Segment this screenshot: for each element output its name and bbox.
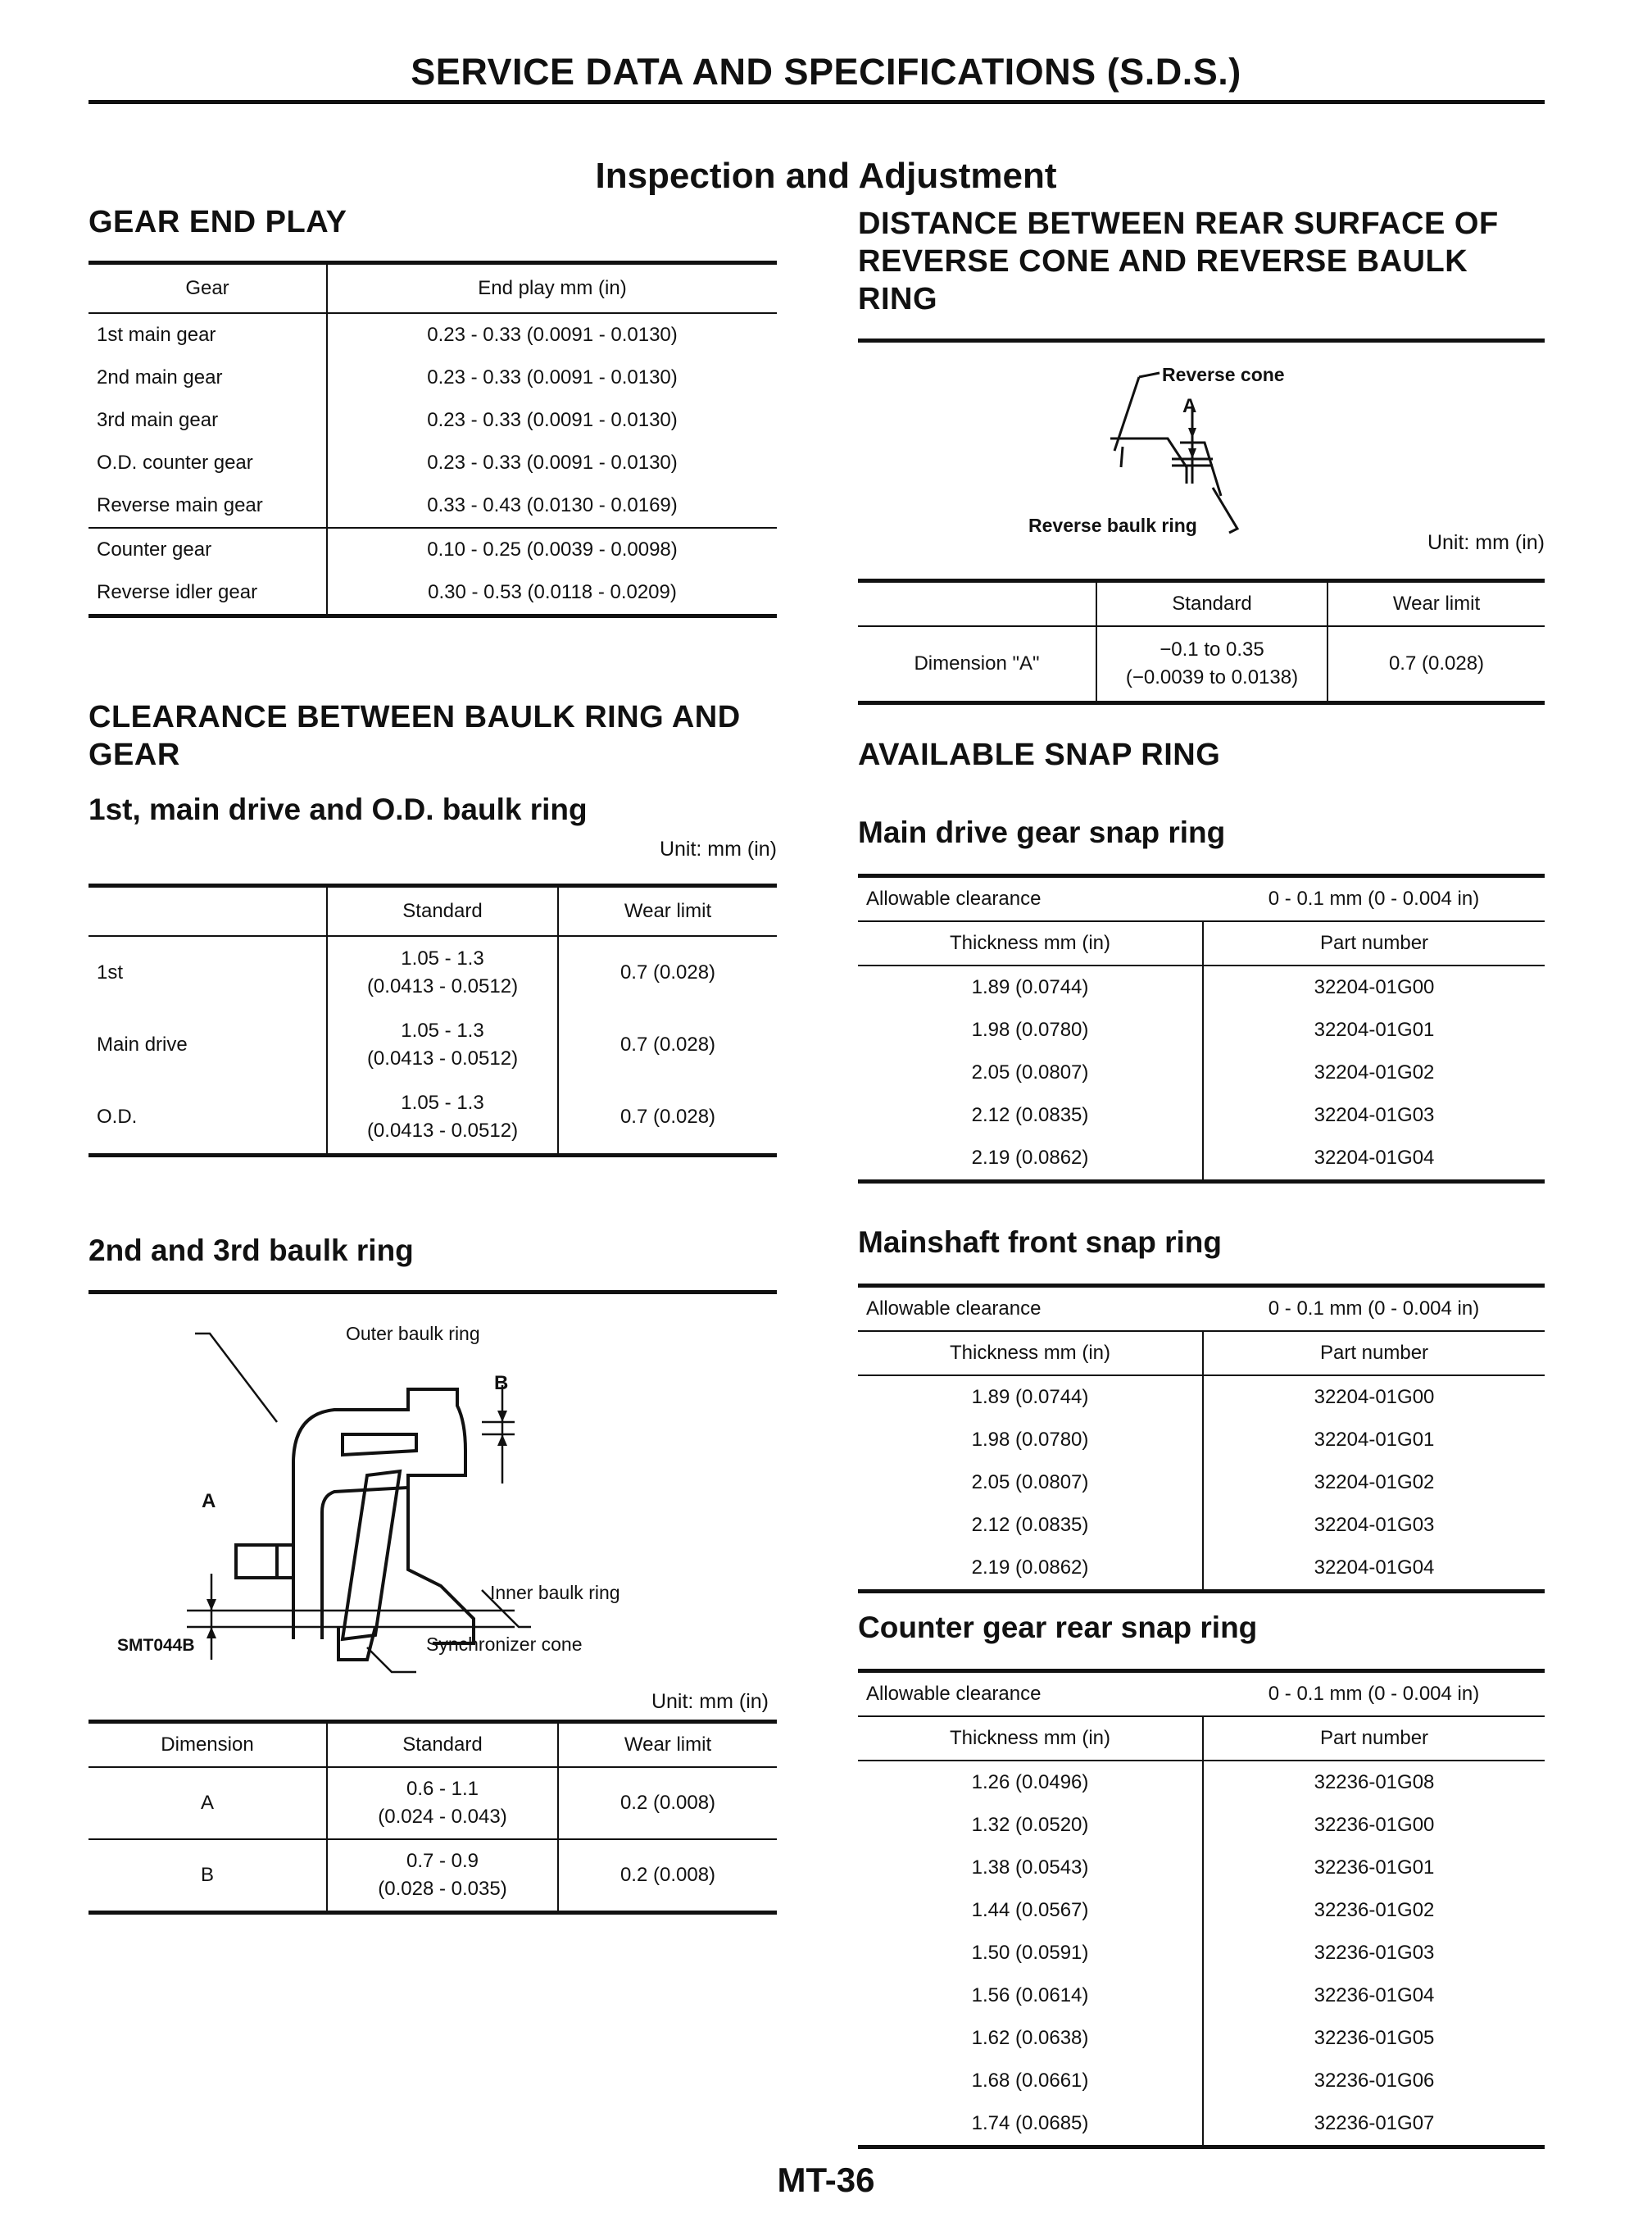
table-row xyxy=(88,571,777,616)
thickness-value: 1.32 (0.0520) xyxy=(971,1814,1089,1836)
gear-name: Reverse idler gear xyxy=(97,581,258,603)
clearance-value: 0 - 0.1 mm (0 - 0.004 in) xyxy=(1268,1683,1480,1705)
table-row xyxy=(858,1052,1545,1094)
thickness-value: 1.56 (0.0614) xyxy=(971,1984,1089,2006)
hub-shape xyxy=(408,1488,474,1643)
part-number-value: 32204-01G04 xyxy=(1203,1547,1545,1592)
gear-end-play-table xyxy=(88,261,777,618)
end-play-value: 0.23 - 0.33 (0.0091 - 0.0130) xyxy=(327,313,777,357)
arrow-b-head xyxy=(497,1411,507,1422)
clearance-label: Allowable clearance xyxy=(866,888,1042,910)
part-number-value: 32204-01G02 xyxy=(1203,1461,1545,1504)
clearance-value: 0 - 0.1 mm (0 - 0.004 in) xyxy=(1268,888,1480,910)
wear-limit-value: 0.7 (0.028) xyxy=(1328,626,1545,703)
baulk-ring-1st-table xyxy=(88,884,777,1157)
table-row xyxy=(88,484,777,528)
unit-note: Unit: mm (in) xyxy=(651,1690,769,1713)
arrow-a-head xyxy=(1188,428,1196,438)
arrow-a-head xyxy=(1188,448,1196,459)
table-row xyxy=(88,313,777,357)
counter-gear-snap-ring-heading: Counter gear rear snap ring xyxy=(858,1611,1258,1644)
clearance-row xyxy=(858,876,1545,922)
col-standard: Standard xyxy=(327,1722,558,1768)
part-number-value: 32236-01G03 xyxy=(1203,1932,1545,1974)
part-number-value: 32204-01G04 xyxy=(1203,1137,1545,1182)
clearance-row xyxy=(858,1286,1545,1332)
table-row xyxy=(858,1504,1545,1547)
standard-mm: 0.6 - 1.1 xyxy=(406,1778,479,1800)
leader-outer xyxy=(195,1334,277,1422)
table-row xyxy=(858,1974,1545,2017)
standard-in: (0.0413 - 0.0512) xyxy=(366,975,519,997)
row-label: O.D. xyxy=(97,1106,138,1128)
part-number-value: 32204-01G02 xyxy=(1203,1052,1545,1094)
table-row xyxy=(858,1375,1545,1419)
standard-in: (0.024 - 0.043) xyxy=(378,1806,507,1828)
col-thickness: Thickness mm (in) xyxy=(949,1727,1111,1749)
standard-value xyxy=(327,936,558,1009)
end-play-value: 0.23 - 0.33 (0.0091 - 0.0130) xyxy=(327,399,777,442)
mainshaft-front-snap-ring-table xyxy=(858,1284,1545,1593)
standard-in: (0.0413 - 0.0512) xyxy=(366,1047,519,1070)
standard-value xyxy=(327,1767,558,1839)
part-number-value: 32236-01G01 xyxy=(1203,1847,1545,1889)
thickness-value: 1.44 (0.0567) xyxy=(971,1899,1089,1921)
part-number-value: 32236-01G05 xyxy=(1203,2017,1545,2060)
arrow-b-head xyxy=(497,1434,507,1446)
table-row xyxy=(88,1009,777,1081)
gear-name: O.D. counter gear xyxy=(97,452,253,474)
col-end-play: End play mm (in) xyxy=(327,263,777,314)
part-number-value: 32236-01G02 xyxy=(1203,1889,1545,1932)
end-play-value: 0.33 - 0.43 (0.0130 - 0.0169) xyxy=(327,484,777,528)
hub-link-shape xyxy=(277,1545,293,1578)
row-label: A xyxy=(200,1792,214,1814)
thickness-value: 1.98 (0.0780) xyxy=(971,1019,1089,1041)
baulk-ring-2nd-3rd-heading: 2nd and 3rd baulk ring xyxy=(88,1234,414,1267)
title-rule xyxy=(88,100,1545,104)
table-row xyxy=(858,1094,1545,1137)
standard-mm: 0.7 - 0.9 xyxy=(406,1850,479,1872)
col-blank xyxy=(88,886,327,937)
part-number-value: 32204-01G00 xyxy=(1203,966,1545,1009)
col-standard: Standard xyxy=(327,886,558,937)
thickness-value: 1.38 (0.0543) xyxy=(971,1856,1089,1879)
clearance-label: Allowable clearance xyxy=(866,1683,1042,1705)
end-play-value: 0.30 - 0.53 (0.0118 - 0.0209) xyxy=(327,571,777,616)
label-a: A xyxy=(1182,395,1197,417)
thickness-value: 2.12 (0.0835) xyxy=(971,1104,1089,1126)
row-label: Dimension "A" xyxy=(914,652,1040,675)
table-row xyxy=(858,1761,1545,1804)
arrow-a-head xyxy=(206,1599,216,1611)
baulk-ring-1st-heading: 1st, main drive and O.D. baulk ring xyxy=(88,793,588,826)
gear-name: Reverse main gear xyxy=(97,494,263,516)
col-part-number: Part number xyxy=(1203,1716,1545,1761)
baulk-ring-diagram xyxy=(88,1299,777,1676)
part-number-value: 32236-01G06 xyxy=(1203,2060,1545,2102)
counter-gear-snap-ring-table xyxy=(858,1669,1545,2149)
standard-in: (0.0413 - 0.0512) xyxy=(366,1120,519,1142)
table-row xyxy=(858,2017,1545,2060)
synchronizer-cone-label: Synchronizer cone xyxy=(426,1633,583,1655)
col-part-number: Part number xyxy=(1203,1331,1545,1375)
reverse-distance-heading: DISTANCE BETWEEN REAR SURFACE OF REVERSE CONE AND REVERSE BAULK RING xyxy=(858,207,1499,316)
part-number-value: 32204-01G01 xyxy=(1203,1009,1545,1052)
table-row xyxy=(88,936,777,1009)
table-row xyxy=(88,399,777,442)
diagram-top-rule xyxy=(858,339,1545,343)
part-number-value: 32236-01G00 xyxy=(1203,1804,1545,1847)
hub-step-shape xyxy=(236,1545,277,1578)
end-play-value: 0.10 - 0.25 (0.0039 - 0.0098) xyxy=(327,528,777,571)
table-row xyxy=(858,2102,1545,2147)
available-snap-ring-heading: AVAILABLE SNAP RING xyxy=(858,738,1221,772)
table-row xyxy=(858,1932,1545,1974)
table-header-row xyxy=(88,1722,777,1768)
thickness-value: 2.05 (0.0807) xyxy=(971,1061,1089,1084)
col-wear-limit: Wear limit xyxy=(558,886,777,937)
table-row xyxy=(858,626,1545,703)
table-row xyxy=(858,1889,1545,1932)
table-row xyxy=(88,357,777,399)
table-header-row xyxy=(858,921,1545,966)
baulk-clearance-heading: CLEARANCE BETWEEN BAULK RING AND GEAR xyxy=(88,700,741,772)
inner-ring-shape xyxy=(343,1471,400,1639)
figure-code: SMT044B xyxy=(117,1636,195,1655)
inner-baulk-ring-label: Inner baulk ring xyxy=(490,1582,620,1603)
clearance-row xyxy=(858,1671,1545,1717)
reverse-baulk-ring-label: Reverse baulk ring xyxy=(1028,515,1197,536)
diagram-top-rule xyxy=(88,1290,777,1294)
standard-mm: 1.05 - 1.3 xyxy=(401,947,484,970)
thickness-value: 1.50 (0.0591) xyxy=(971,1942,1089,1964)
part-number-value: 32204-01G03 xyxy=(1203,1504,1545,1547)
part-number-value: 32204-01G01 xyxy=(1203,1419,1545,1461)
mainshaft-front-snap-ring-heading: Mainshaft front snap ring xyxy=(858,1225,1222,1259)
thickness-value: 1.89 (0.0744) xyxy=(971,976,1089,998)
standard-value xyxy=(327,1009,558,1081)
table-row xyxy=(858,2060,1545,2102)
thickness-value: 2.12 (0.0835) xyxy=(971,1514,1089,1536)
end-play-value: 0.23 - 0.33 (0.0091 - 0.0130) xyxy=(327,442,777,484)
wear-limit-value: 0.2 (0.008) xyxy=(558,1839,777,1913)
label-b: B xyxy=(494,1372,509,1394)
standard-mm: 1.05 - 1.3 xyxy=(401,1020,484,1042)
table-header-row xyxy=(88,263,777,314)
clearance-label: Allowable clearance xyxy=(866,1297,1042,1320)
main-drive-snap-ring-table xyxy=(858,874,1545,1184)
leader-ring xyxy=(1213,488,1237,533)
table-row xyxy=(858,1461,1545,1504)
standard-in: (0.028 - 0.035) xyxy=(378,1878,507,1900)
gear-name: 1st main gear xyxy=(97,324,216,346)
main-drive-snap-ring-heading: Main drive gear snap ring xyxy=(858,816,1226,849)
thickness-value: 2.19 (0.0862) xyxy=(971,1147,1089,1169)
table-row xyxy=(858,1847,1545,1889)
thickness-value: 1.98 (0.0780) xyxy=(971,1429,1089,1451)
gear-name: Counter gear xyxy=(97,538,212,561)
page-number: MT-36 xyxy=(777,2161,875,2199)
table-header-row xyxy=(858,581,1545,627)
row-label: Main drive xyxy=(97,1034,188,1056)
wear-limit-value: 0.2 (0.008) xyxy=(558,1767,777,1839)
row-label: 1st xyxy=(97,961,124,984)
col-standard: Standard xyxy=(1096,581,1328,627)
thickness-value: 1.26 (0.0496) xyxy=(971,1771,1089,1793)
standard-value xyxy=(327,1081,558,1156)
table-row xyxy=(858,1009,1545,1052)
table-header-row xyxy=(88,886,777,937)
thickness-value: 2.19 (0.0862) xyxy=(971,1556,1089,1579)
baulk-ring-2nd-3rd-table xyxy=(88,1720,777,1915)
outer-baulk-ring-label: Outer baulk ring xyxy=(346,1323,480,1344)
col-gear: Gear xyxy=(185,277,229,299)
reverse-distance-table xyxy=(858,579,1545,705)
tick xyxy=(1121,447,1123,467)
wear-limit-value: 0.7 (0.028) xyxy=(558,936,777,1009)
table-row xyxy=(858,1137,1545,1182)
table-row xyxy=(858,1547,1545,1592)
gear-name: 2nd main gear xyxy=(97,366,223,388)
thickness-value: 1.74 (0.0685) xyxy=(971,2112,1089,2134)
table-row xyxy=(858,966,1545,1009)
table-row xyxy=(88,528,777,571)
table-row xyxy=(88,1839,777,1913)
standard-mm: −0.1 to 0.35 xyxy=(1160,638,1264,661)
standard-value xyxy=(327,1839,558,1913)
end-play-value: 0.23 - 0.33 (0.0091 - 0.0130) xyxy=(327,357,777,399)
part-number-value: 32204-01G03 xyxy=(1203,1094,1545,1137)
table-row xyxy=(88,1081,777,1156)
thickness-value: 2.05 (0.0807) xyxy=(971,1471,1089,1493)
section-subtitle: Inspection and Adjustment xyxy=(595,156,1057,196)
table-header-row xyxy=(858,1331,1545,1375)
unit-note: Unit: mm (in) xyxy=(659,838,777,861)
table-row xyxy=(88,1767,777,1839)
table-row xyxy=(88,442,777,484)
page-title: SERVICE DATA AND SPECIFICATIONS (S.D.S.) xyxy=(411,51,1241,93)
col-dimension: Dimension xyxy=(161,1733,254,1756)
ring-tooth-shape xyxy=(343,1434,416,1455)
table-row xyxy=(858,1419,1545,1461)
standard-value xyxy=(1096,626,1328,703)
label-a: A xyxy=(202,1490,216,1512)
table-header-row xyxy=(858,1716,1545,1761)
unit-note: Unit: mm (in) xyxy=(1427,531,1545,554)
wear-limit-value: 0.7 (0.028) xyxy=(558,1009,777,1081)
gear-name: 3rd main gear xyxy=(97,409,219,431)
table-row xyxy=(858,1804,1545,1847)
gear-end-play-heading: GEAR END PLAY xyxy=(88,205,347,239)
leader-cone xyxy=(1139,373,1160,377)
col-wear-limit: Wear limit xyxy=(1328,581,1545,627)
wear-limit-value: 0.7 (0.028) xyxy=(558,1081,777,1156)
reverse-cone-label: Reverse cone xyxy=(1162,364,1285,385)
leader-sync xyxy=(367,1647,416,1672)
col-thickness: Thickness mm (in) xyxy=(949,1342,1111,1364)
clearance-value: 0 - 0.1 mm (0 - 0.004 in) xyxy=(1268,1297,1480,1320)
col-wear-limit: Wear limit xyxy=(558,1722,777,1768)
row-label: B xyxy=(200,1864,214,1886)
thickness-value: 1.62 (0.0638) xyxy=(971,2027,1089,2049)
standard-mm: 1.05 - 1.3 xyxy=(401,1092,484,1114)
part-number-value: 32236-01G04 xyxy=(1203,1974,1545,2017)
col-part-number: Part number xyxy=(1203,921,1545,966)
arrow-a-head xyxy=(206,1627,216,1638)
col-thickness: Thickness mm (in) xyxy=(949,932,1111,954)
col-blank xyxy=(858,581,1096,627)
part-number-value: 32204-01G00 xyxy=(1203,1375,1545,1419)
part-number-value: 32236-01G08 xyxy=(1203,1761,1545,1804)
standard-in: (−0.0039 to 0.0138) xyxy=(1125,666,1299,688)
part-number-value: 32236-01G07 xyxy=(1203,2102,1545,2147)
thickness-value: 1.89 (0.0744) xyxy=(971,1386,1089,1408)
thickness-value: 1.68 (0.0661) xyxy=(971,2070,1089,2092)
